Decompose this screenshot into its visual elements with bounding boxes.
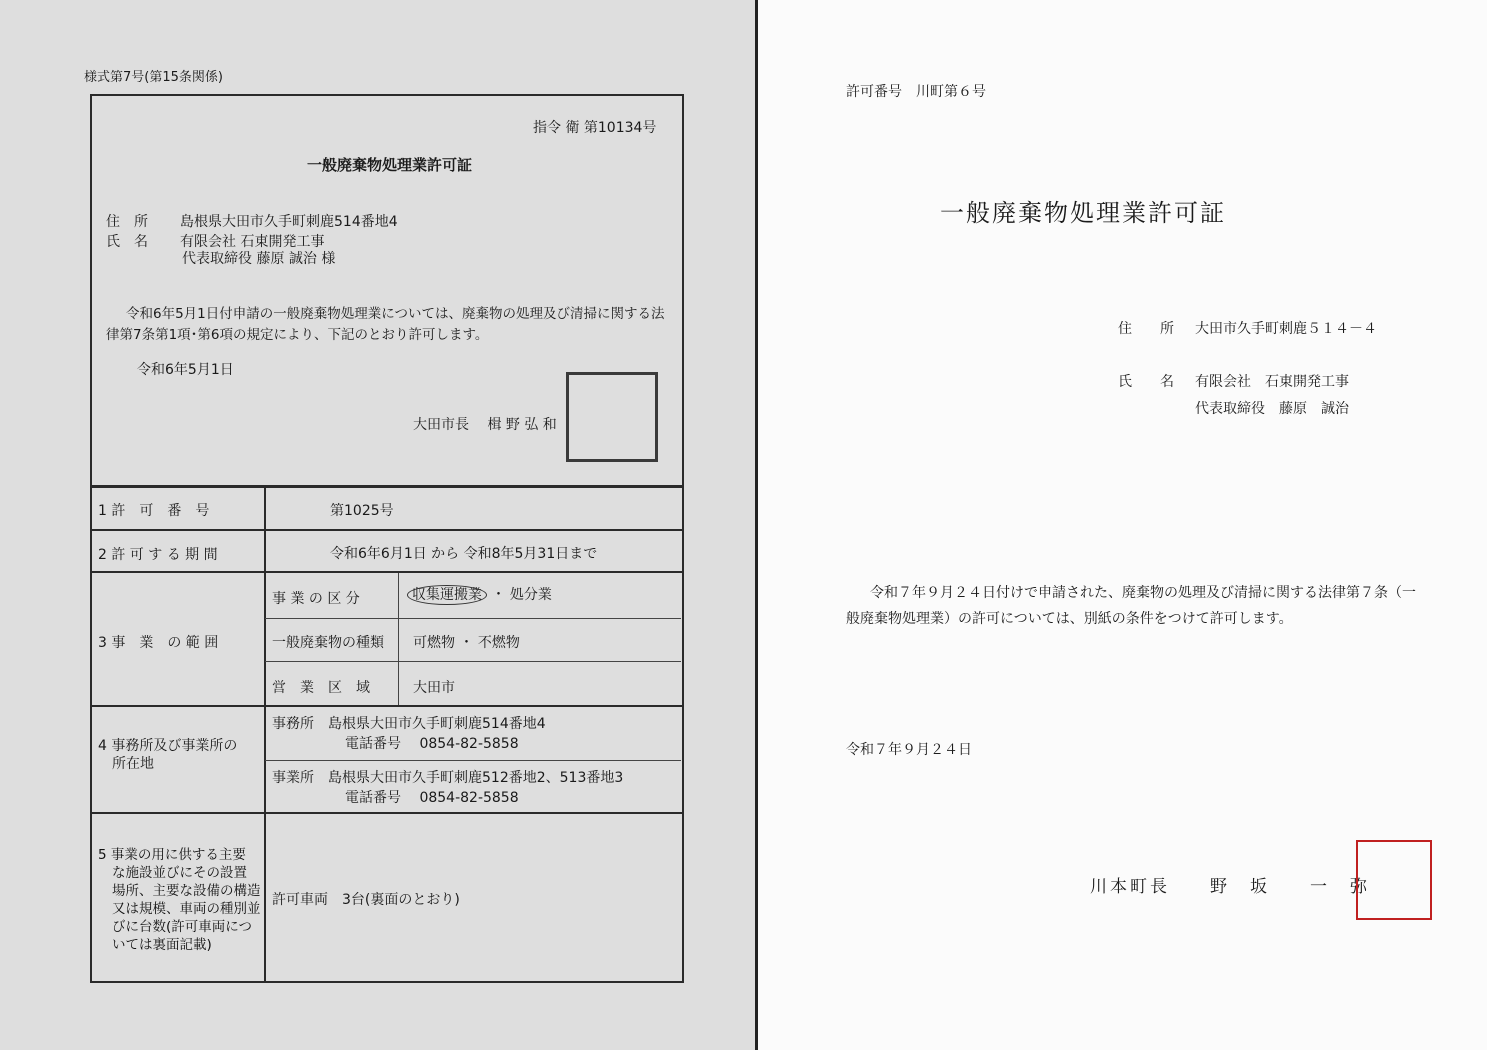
issue-date: 令和6年5月1日 xyxy=(137,362,234,378)
row3-sub2-label: 一般廃棄物の種類 xyxy=(272,635,384,651)
right-address-value: 大田市久手町刺鹿５１４－４ xyxy=(1195,321,1377,337)
row3-label: 3 事 業 の 範 囲 xyxy=(98,635,219,651)
body-line-1: 令和6年5月1日付申請の一般廃棄物処理業については、廃棄物の処理及び清掃に関する法 xyxy=(126,306,665,322)
row3-sub1-label: 事 業 の 区 分 xyxy=(272,591,360,607)
representative: 代表取締役 藤原 誠治 様 xyxy=(182,251,336,267)
table-divider xyxy=(264,485,266,981)
right-address-label: 住 所 xyxy=(1118,321,1174,337)
row5-label-line: いては裏面記載) xyxy=(112,937,212,953)
right-permit-page xyxy=(757,0,1487,1050)
row3-sub1-value xyxy=(407,584,552,604)
address-value: 島根県大田市久手町刺鹿514番地4 xyxy=(180,214,398,230)
row4-label-2: 所在地 xyxy=(112,756,154,772)
row5-label-line: びに台数(許可車両につ xyxy=(112,919,252,935)
row5-label-line: な施設並びにその設置 xyxy=(112,865,247,881)
row4-site-tel: 電話番号 0854-82-5858 xyxy=(345,790,519,806)
right-body-line-2: 般廃棄物処理業）の許可については、別紙の条件をつけて許可します。 xyxy=(846,611,1293,627)
row2-value: 令和6年6月1日 から 令和8年5月31日まで xyxy=(330,546,598,562)
mayor-name: 大田市長 楫 野 弘 和 xyxy=(413,417,557,433)
right-title: 一般廃棄物処理業許可証 xyxy=(940,199,1226,227)
body-line-2: 律第7条第1項･第6項の規定により、下記のとおり許可します。 xyxy=(106,327,489,343)
row1-value: 第1025号 xyxy=(330,503,394,519)
row5-label-line: 場所、主要な設備の構造 xyxy=(112,883,261,899)
row4-office: 事務所 島根県大田市久手町刺鹿514番地4 xyxy=(272,716,546,732)
form-label: 様式第7号(第15条関係) xyxy=(84,70,223,85)
name-value: 有限会社 石東開発工事 xyxy=(180,234,325,250)
row2-label: 2 許 可 す る 期 間 xyxy=(98,547,218,563)
permit-number: 許可番号 川町第６号 xyxy=(846,84,986,100)
right-name-value: 有限会社 石東開発工事 xyxy=(1195,374,1349,390)
row3-sub2-value: 可燃物 ・ 不燃物 xyxy=(413,635,520,651)
address-label: 住 所 xyxy=(106,214,148,230)
right-date: 令和７年９月２４日 xyxy=(846,742,972,758)
row3-sub3-value: 大田市 xyxy=(413,680,455,696)
right-name-label: 氏 名 xyxy=(1118,374,1174,390)
row4-office-tel: 電話番号 0854-82-5858 xyxy=(345,736,519,752)
name-label: 氏 名 xyxy=(106,234,148,250)
right-body-line-1: 令和７年９月２４日付けで申請された、廃棄物の処理及び清掃に関する法律第７条（一 xyxy=(870,585,1416,601)
right-mayor: 川本町長 野 坂 一 弥 xyxy=(1090,877,1370,897)
row5-label xyxy=(98,846,261,954)
order-number: 指令 衛 第10134号 xyxy=(533,120,657,136)
row3-sub3-label: 営 業 区 域 xyxy=(272,680,370,696)
row1-label: 1 許 可 番 号 xyxy=(98,503,210,519)
left-title: 一般廃棄物処理業許可証 xyxy=(307,156,473,174)
other-category: ・ 処分業 xyxy=(491,587,552,603)
right-representative: 代表取締役 藤原 誠治 xyxy=(1195,401,1349,417)
row5-value: 許可車両 3台(裏面のとおり) xyxy=(272,892,460,908)
row4-label-1: 4 事務所及び事業所の xyxy=(98,738,238,754)
row4-site: 事業所 島根県大田市久手町刺鹿512番地2、513番地3 xyxy=(272,770,624,786)
row5-label-line: 5 事業の用に供する主要 xyxy=(98,847,246,863)
mayor-seal xyxy=(566,372,658,462)
page-divider xyxy=(755,0,758,1056)
selected-category: 収集運搬業 xyxy=(407,585,487,605)
row5-label-line: 又は規模、車両の種別並 xyxy=(112,901,261,917)
town-seal xyxy=(1356,840,1432,920)
